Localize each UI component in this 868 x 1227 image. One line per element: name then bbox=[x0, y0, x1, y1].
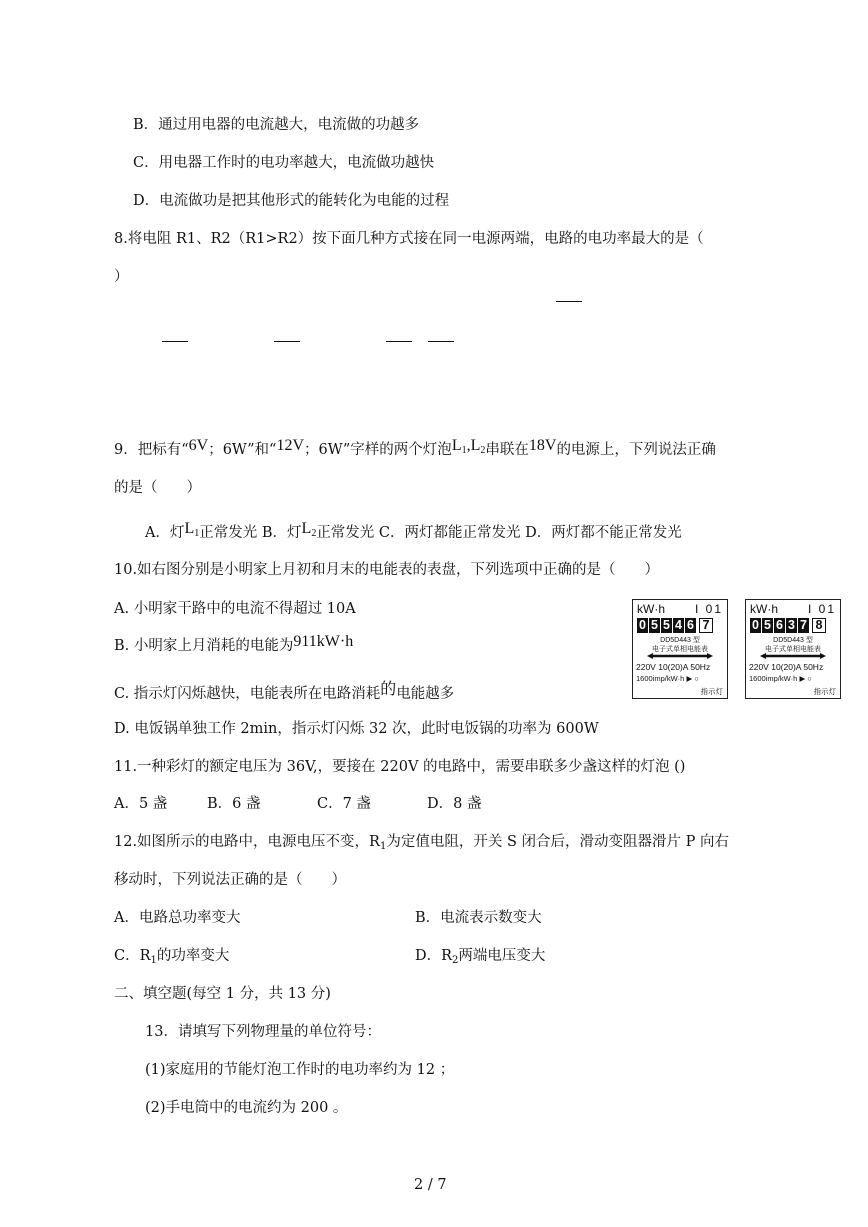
q7-option-c: C．用电器工作时的电功率越大，电流做功越快 bbox=[133, 155, 435, 171]
q13-item-2: (2)手电筒中的电流约为 200 。 bbox=[145, 1100, 348, 1116]
q9-option-b: 正常发光 B．灯 bbox=[199, 525, 302, 541]
q9-text: ；6W”和“ bbox=[208, 442, 277, 458]
meter-spec: 220V 10(20)A 50Hz bbox=[636, 662, 711, 672]
meter-disc-arrow-icon bbox=[760, 653, 826, 659]
meter-unit: kW·h bbox=[637, 602, 665, 616]
q9-stem-line2: 的是（ ） bbox=[114, 480, 201, 496]
q12-option-c-text: C．R bbox=[114, 948, 151, 964]
meter-digit: 7 bbox=[798, 618, 809, 633]
lamp-letter: L bbox=[451, 437, 462, 454]
q8-close-paren: ） bbox=[114, 269, 129, 285]
diagram-line-fragment bbox=[428, 341, 454, 342]
q9-voltage-3: 18V bbox=[528, 437, 557, 454]
q9-lamp-l1 bbox=[452, 437, 467, 454]
lamp-subscript: 2 bbox=[480, 445, 486, 456]
q7-option-d: D．电流做功是把其他形式的能转化为电能的过程 bbox=[133, 193, 450, 209]
q9-option-a: A．灯 bbox=[145, 525, 185, 541]
q13-item-1: (1)家庭用的节能灯泡工作时的电功率约为 12 ； bbox=[145, 1062, 455, 1078]
q10-option-a: A. 小明家干路中的电流不得超过 10A bbox=[114, 601, 356, 617]
meter-indicator-label: 指示灯 bbox=[700, 687, 723, 696]
lamp-subscript: 1 bbox=[194, 528, 200, 539]
lamp-letter: L bbox=[184, 520, 195, 537]
meter-constant-text: 1600imp/kW·h bbox=[749, 674, 798, 683]
meter-decimal-digit: 7 bbox=[699, 618, 713, 633]
q10-stem: 10.如右图分别是小明家上月初和月末的电能表的表盘，下列选项中正确的是（ ） bbox=[114, 562, 660, 578]
meter-type: 电子式单相电能表 bbox=[765, 646, 821, 653]
q13-stem: 13．请填写下列物理量的单位符号： bbox=[145, 1024, 381, 1040]
meter-digit: 6 bbox=[774, 618, 785, 633]
q9-lamp-l2 bbox=[471, 437, 486, 454]
q9-text: 串联在 bbox=[485, 442, 529, 458]
section-2-heading: 二、填空题(每空 1 分，共 13 分) bbox=[114, 986, 331, 1002]
meter-type: 电子式单相电能表 bbox=[652, 646, 708, 653]
q8-stem: 8.将电阻 R1、R2（R1>R2）按下面几种方式接在同一电源两端，电路的电功率最大的是（ bbox=[114, 231, 704, 247]
q10-particle: 的 bbox=[380, 681, 397, 698]
q11-option-a: A．5 盏 bbox=[114, 796, 168, 812]
q12-stem bbox=[114, 830, 729, 851]
q12-option-a: A．电路总功率变大 bbox=[114, 910, 241, 926]
q9-lamp-l1 bbox=[184, 520, 199, 537]
q12-subscript: 1 bbox=[379, 841, 387, 852]
q12-option-c-text: 的功率变大 bbox=[156, 948, 230, 964]
q11-option-d: D．8 盏 bbox=[427, 796, 482, 812]
meter-unit: kW·h bbox=[750, 602, 778, 616]
meter-decimal-digit: 8 bbox=[812, 618, 826, 633]
q9-options bbox=[145, 521, 682, 542]
meter-reading bbox=[637, 618, 714, 633]
meter-model: DD5D443 型 bbox=[660, 637, 700, 644]
diagram-line-fragment bbox=[386, 341, 412, 342]
meter-phase: I 01 bbox=[694, 602, 723, 616]
q10-option-c-text: C. 指示灯闪烁越快，电能表所在电路消耗 bbox=[114, 686, 381, 702]
q10-option-c bbox=[114, 680, 454, 703]
q9-comma: , bbox=[466, 437, 471, 454]
q10-option-b-text: B. 小明家上月消耗的电能为 bbox=[114, 638, 294, 654]
diagram-line-fragment bbox=[274, 341, 300, 342]
lamp-subscript: 2 bbox=[311, 528, 317, 539]
meter-disc-arrow-icon bbox=[647, 653, 713, 659]
q12-option-d-text: 两端电压变大 bbox=[458, 948, 546, 964]
meter-digit: 0 bbox=[750, 618, 761, 633]
diagram-line-fragment bbox=[556, 301, 582, 302]
q12-stem-text: 12.如图所示的电路中，电源电压不变，R bbox=[114, 834, 380, 850]
q12-option-c bbox=[114, 944, 229, 965]
q10-energy-value: 911kW·h bbox=[293, 633, 354, 650]
meter-constant-text: 1600imp/kW·h bbox=[636, 674, 685, 683]
meter-digit: 0 bbox=[637, 618, 648, 633]
q9-options-c-d: 正常发光 C．两灯都能正常发光 D．两灯都不能正常发光 bbox=[316, 525, 682, 541]
q9-stem bbox=[114, 438, 716, 459]
q11-stem: 11.一种彩灯的额定电压为 36V,，要接在 220V 的电路中，需要串联多少盏这样的灯泡 () bbox=[114, 759, 686, 775]
q10-option-c-text: 电能越多 bbox=[396, 686, 455, 702]
meter-indicator-label: 指示灯 bbox=[813, 687, 836, 696]
q12-subscript: 1 bbox=[150, 955, 157, 966]
lamp-letter: L bbox=[470, 437, 481, 454]
q12-option-b: B．电流表示数变大 bbox=[415, 910, 542, 926]
meter-header bbox=[637, 602, 725, 616]
q11-option-b: B．6 盏 bbox=[207, 796, 261, 812]
q11-option-c: C．7 盏 bbox=[317, 796, 371, 812]
lamp-subscript: 1 bbox=[461, 445, 467, 456]
q12-option-d bbox=[415, 944, 545, 965]
q12-option-d-text: D．R bbox=[415, 948, 453, 964]
q12-stem-text: 为定值电阻，开关 S 闭合后，滑动变阻器滑片 P 向右 bbox=[386, 834, 729, 850]
diagram-line-fragment bbox=[162, 341, 188, 342]
q12-subscript: 2 bbox=[452, 955, 459, 966]
lamp-letter: L bbox=[301, 520, 312, 537]
q9-lamp-l2 bbox=[302, 520, 317, 537]
q9-text: 9．把标有“ bbox=[114, 442, 189, 458]
meter-digit: 5 bbox=[661, 618, 672, 633]
q9-voltage-1: 6V bbox=[188, 437, 209, 454]
energy-meter-start bbox=[632, 599, 728, 699]
q9-voltage-2: 12V bbox=[276, 437, 304, 454]
meter-digit: 5 bbox=[762, 618, 773, 633]
page-number: 2 / 7 bbox=[414, 1177, 447, 1193]
meter-digit: 6 bbox=[685, 618, 696, 633]
q12-stem-line2: 移动时，下列说法正确的是（ ） bbox=[114, 872, 346, 888]
meter-phase: I 01 bbox=[807, 602, 836, 616]
q9-text: ；6W”字样的两个灯泡 bbox=[304, 442, 452, 458]
meter-spec: 220V 10(20)A 50Hz bbox=[749, 662, 824, 672]
meter-constant: 1600imp/kW·h ▶ ○ bbox=[749, 674, 812, 683]
meter-reading bbox=[750, 618, 827, 633]
q10-option-d: D. 电饭锅单独工作 2min，指示灯闪烁 32 次，此时电饭锅的功率为 600W bbox=[114, 721, 599, 737]
meter-constant: 1600imp/kW·h ▶ ○ bbox=[636, 674, 699, 683]
meter-header bbox=[750, 602, 838, 616]
q10-option-b bbox=[114, 634, 353, 655]
energy-meter-end bbox=[745, 599, 841, 699]
q9-text: 的电源上，下列说法正确 bbox=[556, 442, 716, 458]
meter-digit: 3 bbox=[786, 618, 797, 633]
q7-option-b: B．通过用电器的电流越大，电流做的功越多 bbox=[133, 117, 420, 133]
meter-model: DD5D443 型 bbox=[773, 637, 813, 644]
meter-digit: 4 bbox=[673, 618, 684, 633]
meter-digit: 5 bbox=[649, 618, 660, 633]
